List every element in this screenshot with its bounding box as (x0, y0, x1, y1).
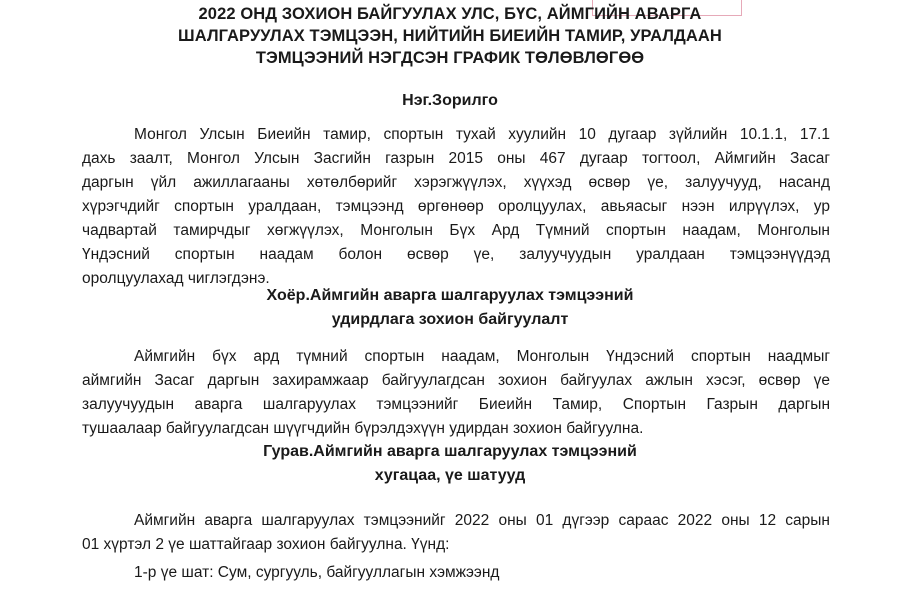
paragraph-line: дахь заалт, Монгол Улсын Засгийн газрын 2015 оны 467 дугаар тогтоол, Аймгийн Засаг (82, 150, 830, 167)
title-line: 2022 ОНД ЗОХИОН БАЙГУУЛАХ УЛС, БҮС, АЙМГИЙН АВАРГА (198, 5, 702, 23)
paragraph-line: даргын үйл ажиллагааны хөтөлбөрийг хэрэгжүүлэх, хүүхэд өсвөр үе, залуучууд, насанд (82, 174, 830, 191)
title-line: ТЭМЦЭЭНИЙ НЭГДСЭН ГРАФИК ТӨЛӨВЛӨГӨӨ (255, 49, 645, 67)
paragraph-line: залуучуудын аварга шалгаруулах тэмцээнийг Биеийн Тамир, Спортын Газрын даргын (82, 396, 830, 413)
paragraph-line: оролцуулахад чиглэгдэнэ. (82, 270, 270, 287)
section1-heading: Нэг.Зорилго (402, 92, 498, 109)
section2-paragraph (82, 345, 830, 441)
paragraph-line: 01 хүртэл 2 үе шаттайгаар зохион байгуулна. Үүнд: (82, 536, 450, 553)
document-title (120, 3, 780, 69)
paragraph-line: Үндэсний спортын наадам болон өсвөр үе, залуучуудын уралдаан тэмцээнүүдэд (82, 246, 830, 263)
section3-heading: Гурав.Аймгийн аварга шалгаруулах тэмцээний хугацаа, үе шатууд (263, 443, 637, 484)
paragraph-line: чадвартай тамирчдыг хөгжүүлэх, Монголын Бүх Ард Түмний спортын наадам, Монголын (82, 222, 830, 239)
paragraph-line: тушаалаар байгуулагдсан шүүгчдийн бүрэлдэхүүн удирдан зохион байгуулна. (82, 420, 644, 437)
paragraph-line: Аймгийн аварга шалгаруулах тэмцээнийг 2022 оны 01 дүгээр сараас 2022 оны 12 сарын (134, 512, 830, 529)
paragraph-line: Монгол Улсын Биеийн тамир, спортын тухай хуулийн 10 дугаар зүйлийн 10.1.1, 17.1 (134, 126, 830, 143)
section3-paragraph (82, 509, 830, 557)
paragraph-line: аймгийн Засаг даргын захирамжаар байгуулагдсан зохион байгуулах ажлын хэсэг, өсвөр үе (82, 372, 830, 389)
section2-heading: Хоёр.Аймгийн аварга шалгаруулах тэмцээний удирдлага зохион байгуулалт (266, 287, 634, 328)
title-line: ШАЛГАРУУЛАХ ТЭМЦЭЭН, НИЙТИЙН БИЕИЙН ТАМИР, УРАЛДААН (178, 27, 722, 45)
paragraph-line: Аймгийн бүх ард түмний спортын наадам, Монголын Үндэсний спортын наадмыг (134, 348, 830, 365)
paragraph-line: хүрэгчдийг спортын уралдаан, тэмцээнд өргөнөөр оролцуулах, авьяасыг нээн илрүүлэх, ур (82, 198, 830, 215)
stage-item: 1-р үе шат: Сум, сургууль, байгууллагын хэмжээнд (134, 564, 500, 581)
section1-paragraph (82, 123, 830, 291)
